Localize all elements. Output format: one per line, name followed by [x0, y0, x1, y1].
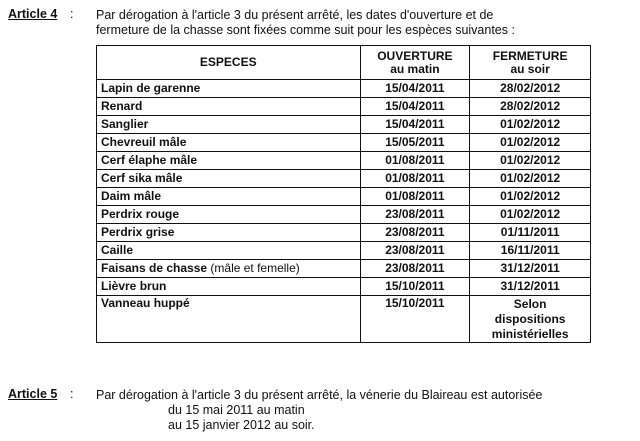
article-4-label: Article 4 [8, 7, 58, 21]
species-note: (mâle et femelle) [210, 261, 300, 275]
article-4-line-2: fermeture de la chasse sont fixées comme suit pour les espèces suivantes : [96, 23, 515, 37]
article-5-line-3: au 15 janvier 2012 au soir. [168, 418, 315, 432]
header-opening-line-2: au matin [390, 61, 440, 76]
species-cell [97, 170, 361, 188]
table-row [97, 170, 591, 188]
species-cell [97, 242, 361, 260]
species-dates-table [96, 45, 591, 343]
table-row [97, 134, 591, 152]
opening-date: 15/04/2011 [360, 98, 470, 116]
closing-date: 01/02/2012 [470, 170, 591, 188]
table-row [97, 98, 591, 116]
opening-date: 15/04/2011 [360, 116, 470, 134]
table-row [97, 260, 591, 278]
opening-date: 23/08/2011 [360, 242, 470, 260]
species-name: Renard [101, 99, 143, 113]
article-5-line-2: du 15 mai 2011 au matin [168, 403, 305, 417]
species-cell [97, 98, 361, 116]
species-name: Faisans de chasse [101, 261, 208, 275]
closing-date: 01/02/2012 [470, 116, 591, 134]
closing-date: 16/11/2011 [470, 242, 591, 260]
header-closing-line-2: au soir [510, 61, 550, 76]
species-name: Vanneau huppé [101, 296, 190, 310]
opening-date: 23/08/2011 [360, 224, 470, 242]
table-row [97, 206, 591, 224]
closing-line-3: ministérielles [491, 327, 569, 341]
opening-date: 01/08/2011 [360, 152, 470, 170]
species-cell [97, 206, 361, 224]
species-name: Cerf sika mâle [101, 171, 183, 185]
article-5-label: Article 5 [8, 387, 58, 401]
species-name: Perdrix rouge [101, 207, 180, 221]
species-cell [97, 134, 361, 152]
closing-date: 28/02/2012 [470, 98, 591, 116]
species-cell [97, 80, 361, 98]
table-header-row [97, 46, 591, 80]
header-species: ESPECES [97, 46, 361, 80]
species-name: Chevreuil mâle [101, 135, 187, 149]
closing-date: 01/02/2012 [470, 152, 591, 170]
closing-date: 01/02/2012 [470, 134, 591, 152]
header-opening-line-1: OUVERTURE [377, 48, 453, 63]
closing-date: 31/12/2011 [470, 260, 591, 278]
closing-date: 31/12/2011 [470, 278, 591, 296]
species-cell [97, 188, 361, 206]
header-closing-line-1: FERMETURE [492, 48, 568, 63]
species-cell [97, 296, 361, 343]
opening-date: 15/10/2011 [360, 296, 470, 343]
opening-date: 15/10/2011 [360, 278, 470, 296]
opening-date: 15/04/2011 [360, 80, 470, 98]
species-cell [97, 116, 361, 134]
species-cell [97, 278, 361, 296]
species-cell [97, 224, 361, 242]
species-name: Perdrix grise [101, 225, 175, 239]
closing-date: 01/02/2012 [470, 206, 591, 224]
species-name: Cerf élaphe mâle [101, 153, 198, 167]
species-name: Lièvre brun [101, 279, 167, 293]
article-4-colon: : [70, 7, 74, 21]
header-opening [360, 46, 470, 80]
table-row [97, 224, 591, 242]
closing-date: 01/11/2011 [470, 224, 591, 242]
table-row [97, 242, 591, 260]
species-name: Lapin de garenne [101, 81, 201, 95]
closing-date: 28/02/2012 [470, 80, 591, 98]
species-name: Daim mâle [101, 189, 162, 203]
opening-date: 23/08/2011 [360, 206, 470, 224]
article-5-line-1: Par dérogation à l'article 3 du présent arrêté, la vénerie du Blaireau est autorisée [96, 388, 543, 402]
table-body [97, 80, 591, 343]
table-row [97, 188, 591, 206]
article-4-line-1: Par dérogation à l'article 3 du présent arrêté, les dates d'ouverture et de [96, 8, 494, 22]
header-closing [470, 46, 591, 80]
closing-date: 01/02/2012 [470, 188, 591, 206]
table-row [97, 80, 591, 98]
species-name: Caille [101, 243, 134, 257]
opening-date: 23/08/2011 [360, 260, 470, 278]
closing-line-2: dispositions [494, 312, 566, 326]
table-row [97, 116, 591, 134]
table-row [97, 152, 591, 170]
closing-date [470, 296, 591, 343]
closing-line-1: Selon [513, 297, 547, 311]
article-5-colon: : [70, 387, 74, 401]
table-row [97, 296, 591, 343]
species-name: Sanglier [101, 117, 149, 131]
opening-date: 15/05/2011 [360, 134, 470, 152]
opening-date: 01/08/2011 [360, 170, 470, 188]
species-cell [97, 260, 361, 278]
opening-date: 01/08/2011 [360, 188, 470, 206]
table-row [97, 278, 591, 296]
species-cell [97, 152, 361, 170]
